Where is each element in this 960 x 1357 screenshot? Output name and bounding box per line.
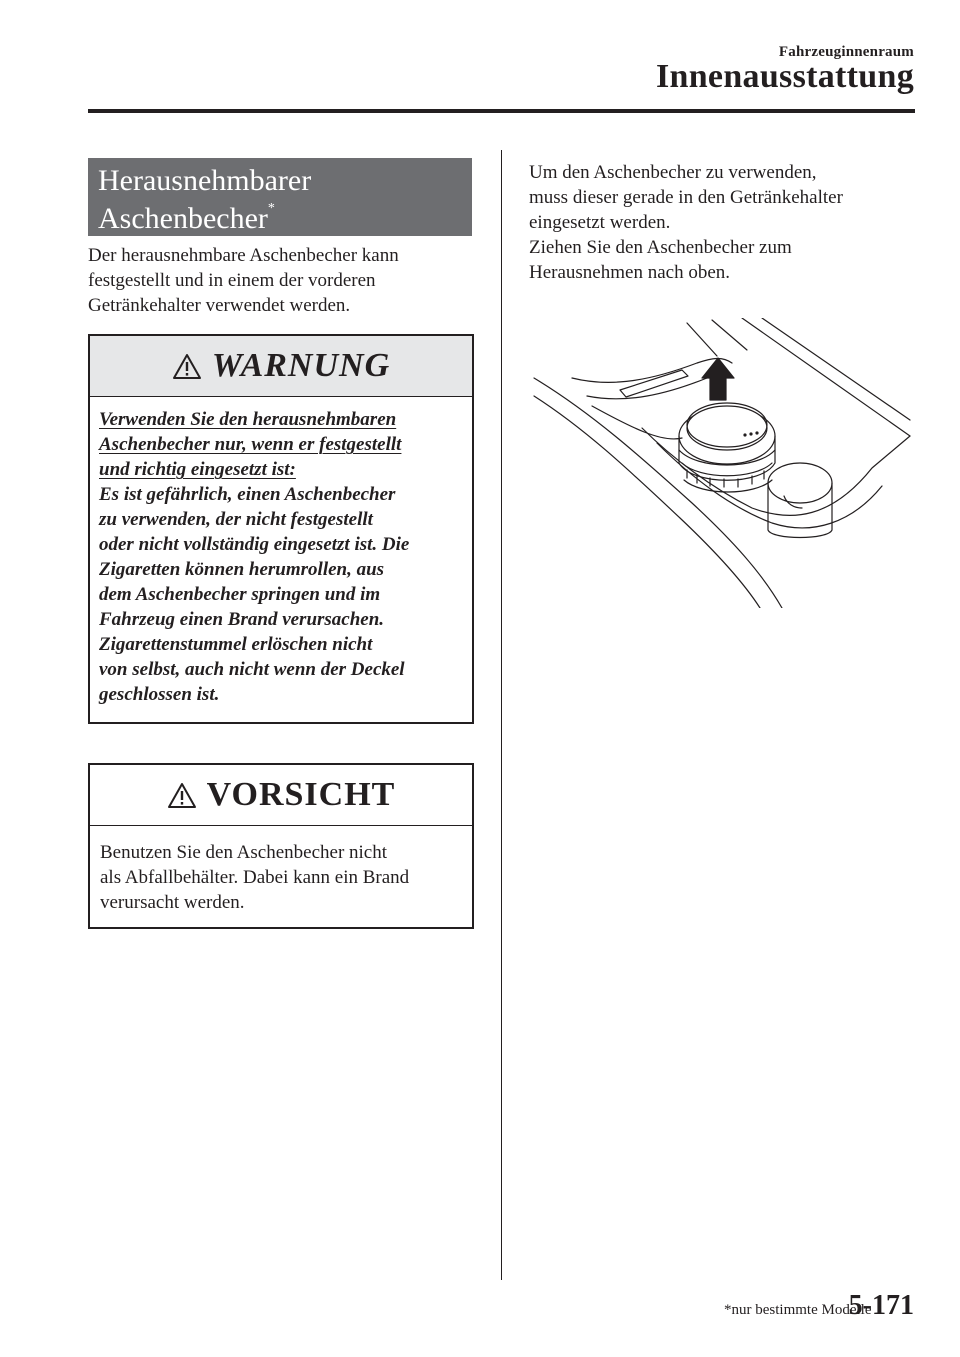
warning-line: oder nicht vollständig eingesetzt ist. Die (99, 534, 410, 555)
warning-text (90, 397, 472, 707)
instruction-line: muss dieser gerade in den Getränkehalter (529, 187, 843, 208)
instruction-line: eingesetzt werden. (529, 212, 671, 233)
instruction-line: Herausnehmen nach oben. (529, 262, 731, 283)
warning-line: Fahrzeug einen Brand verursachen. (99, 609, 385, 630)
warning-title: WARNUNG (211, 347, 391, 384)
warning-line: Es ist gefährlich, einen Aschenbecher (99, 484, 396, 505)
usage-instructions (529, 160, 914, 285)
warning-line: Zigarettenstummel erlöschen nicht (99, 634, 373, 655)
instruction-line: Ziehen Sie den Aschenbecher zum (529, 237, 792, 258)
ashtray-in-cupholder-illustration (532, 318, 912, 608)
caution-text (90, 826, 472, 915)
model-footnote-marker: * (267, 201, 275, 216)
column-divider (501, 150, 502, 1280)
caution-triangle-icon (167, 782, 197, 809)
warning-triangle-icon (172, 353, 202, 380)
header-divider (88, 109, 915, 113)
caution-line: Benutzen Sie den Aschenbecher nicht (100, 842, 388, 863)
caution-box (88, 763, 474, 929)
topic-heading-line-2 (98, 200, 472, 238)
caution-line: verursacht werden. (100, 892, 245, 913)
footnote: *nur bestimmte Modelle (724, 1302, 872, 1318)
warning-rule-line: Aschenbecher nur, wenn er festgestellt (99, 434, 402, 455)
intro-line: Der herausnehmbare Aschenbecher kann (88, 245, 399, 266)
caution-line: als Abfallbehälter. Dabei kann ein Brand (100, 867, 410, 888)
intro-line: festgestellt und in einem der vorderen (88, 270, 376, 291)
intro-line: Getränkehalter verwendet werden. (88, 295, 351, 316)
warning-header (90, 336, 472, 397)
caution-title: VORSICHT (206, 776, 396, 813)
warning-line: Zigaretten können herumrollen, aus (99, 559, 385, 580)
caution-header (90, 765, 472, 826)
warning-rule-line: und richtig eingesetzt ist: (99, 459, 296, 480)
warning-box (88, 334, 474, 724)
section-title: Innenausstattung (655, 58, 914, 95)
warning-line: dem Aschenbecher springen und im (99, 584, 381, 605)
topic-heading (88, 158, 472, 236)
chapter-label: Fahrzeuginnenraum (778, 44, 914, 60)
warning-line: geschlossen ist. (99, 684, 220, 705)
warning-line: zu verwenden, der nicht festgestellt (99, 509, 373, 530)
intro-paragraph (88, 243, 472, 318)
warning-rule-line: Verwenden Sie den herausnehmbaren (99, 409, 397, 430)
topic-heading-word: Aschenbecher (98, 202, 268, 235)
instruction-line: Um den Aschenbecher zu verwenden, (529, 162, 817, 183)
warning-line: von selbst, auch nicht wenn der Deckel (99, 659, 405, 680)
page-number: 5-171 (848, 1290, 914, 1321)
topic-heading-line-1: Herausnehmbarer (98, 164, 312, 197)
